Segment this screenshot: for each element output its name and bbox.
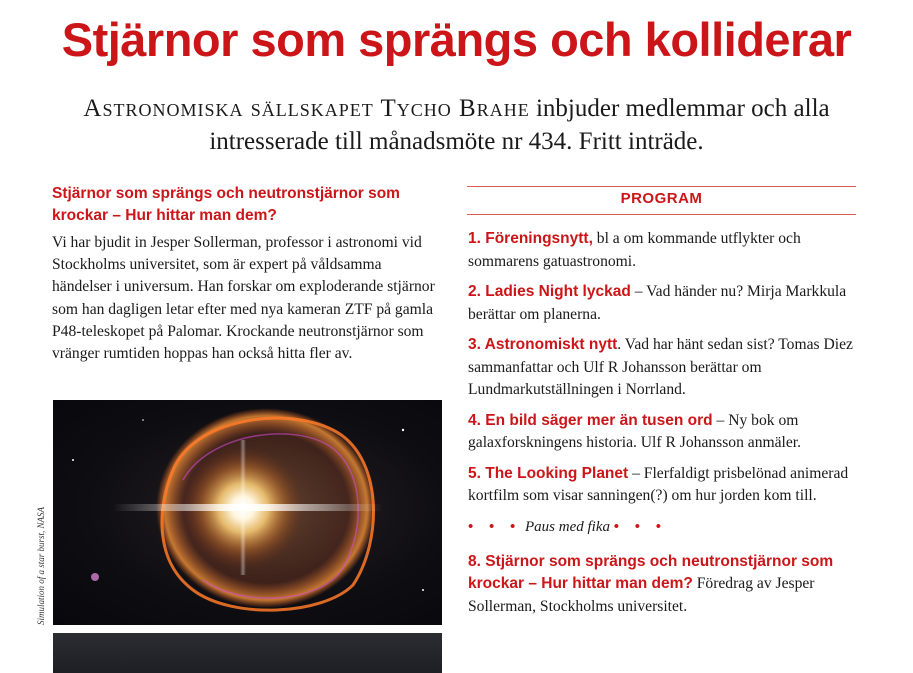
page-title: Stjärnor som sprängs och kolliderar [61, 13, 852, 66]
lead-body: Vi har bjudit in Jesper Sollerman, professor i astronomi vid Stockholms universitet, som är expert på våldsamma händelser i universum. Han forskar om exploderande stjärnor som han dagligen letar efter med nya kameran ZTF på gamla P48-teleskopet på Palomar. Krockande neutronstjärnor som vränger rumtiden hoppas han också hitta fler av. [52, 234, 435, 363]
star [72, 459, 74, 461]
program-item-text: – Flerfaldigt prisbelönad animerad kortfilm som visar sanningen(?) om hur jorden kom till. [468, 464, 849, 504]
program-item [468, 463, 868, 508]
program-item [468, 410, 868, 455]
program-item-heading: 8. Stjärnor som sprängs och neutronstjärnor som krockar – Hur hittar man dem? [468, 552, 834, 592]
star [422, 589, 424, 591]
pause-line [468, 516, 868, 538]
image-credit: Simulation of a star burst, NASA [36, 506, 46, 625]
program-item-text: bl a om kommande utflykter och sommarens gatuastronomi. [468, 230, 801, 270]
pause-dots-right: • • • [613, 518, 668, 535]
program-list [468, 228, 868, 626]
program-item-heading: 4. En bild säger mer än tusen ord [468, 411, 713, 429]
program-item-heading: 3. Astronomiskt nytt [468, 336, 618, 353]
star-burst-image [53, 400, 442, 625]
program-item-heading: 5. The Looking Planet [468, 464, 629, 482]
star-burst-illustration [53, 400, 442, 625]
program-rule-bottom [467, 214, 856, 215]
program-item [468, 281, 868, 326]
program-item-text: – Ny bok om galaxforskningens historia. Ulf R Johansson anmäler. [468, 411, 802, 451]
program-item-heading: 2. Ladies Night lyckad [468, 283, 631, 300]
star-field-image [53, 633, 442, 673]
lead-article [52, 183, 444, 365]
program-item-text: Föredrag av Jesper Sollerman, Stockholms universitet. [468, 575, 815, 615]
organization-name: Astronomiska sällskapet Tycho Brahe [83, 95, 530, 122]
program-item-text: – Vad händer nu? Mirja Markkula berättar om planerna. [468, 283, 847, 323]
pause-dots-left: • • • [468, 518, 522, 535]
vertical-flare [240, 440, 246, 575]
pink-star [91, 573, 99, 581]
program-item-heading: 1. Föreningsnytt, [468, 230, 593, 247]
pause-label: Paus med fika [525, 518, 610, 535]
program-item-8 [468, 551, 868, 619]
intro-text: inbjuder medlemmar och alla intresserade till månadsmöte nr 434. Fritt inträde. [209, 95, 830, 155]
program-item [468, 334, 868, 402]
program-title: PROGRAM [620, 190, 703, 207]
star [142, 419, 144, 421]
intro-paragraph [40, 92, 873, 158]
program-item-text: . Vad har hänt sedan sist? Tomas Diez sammanfattar och Ulf R Johansson berättar om Lundmarkutställningen i Norrland. [468, 336, 853, 398]
program-rule-top [467, 186, 856, 187]
program-item [468, 228, 868, 273]
horizontal-flare [113, 504, 383, 511]
lead-heading: Stjärnor som sprängs och neutronstjärnor som krockar – Hur hittar man dem? [52, 185, 400, 224]
star [402, 429, 404, 431]
